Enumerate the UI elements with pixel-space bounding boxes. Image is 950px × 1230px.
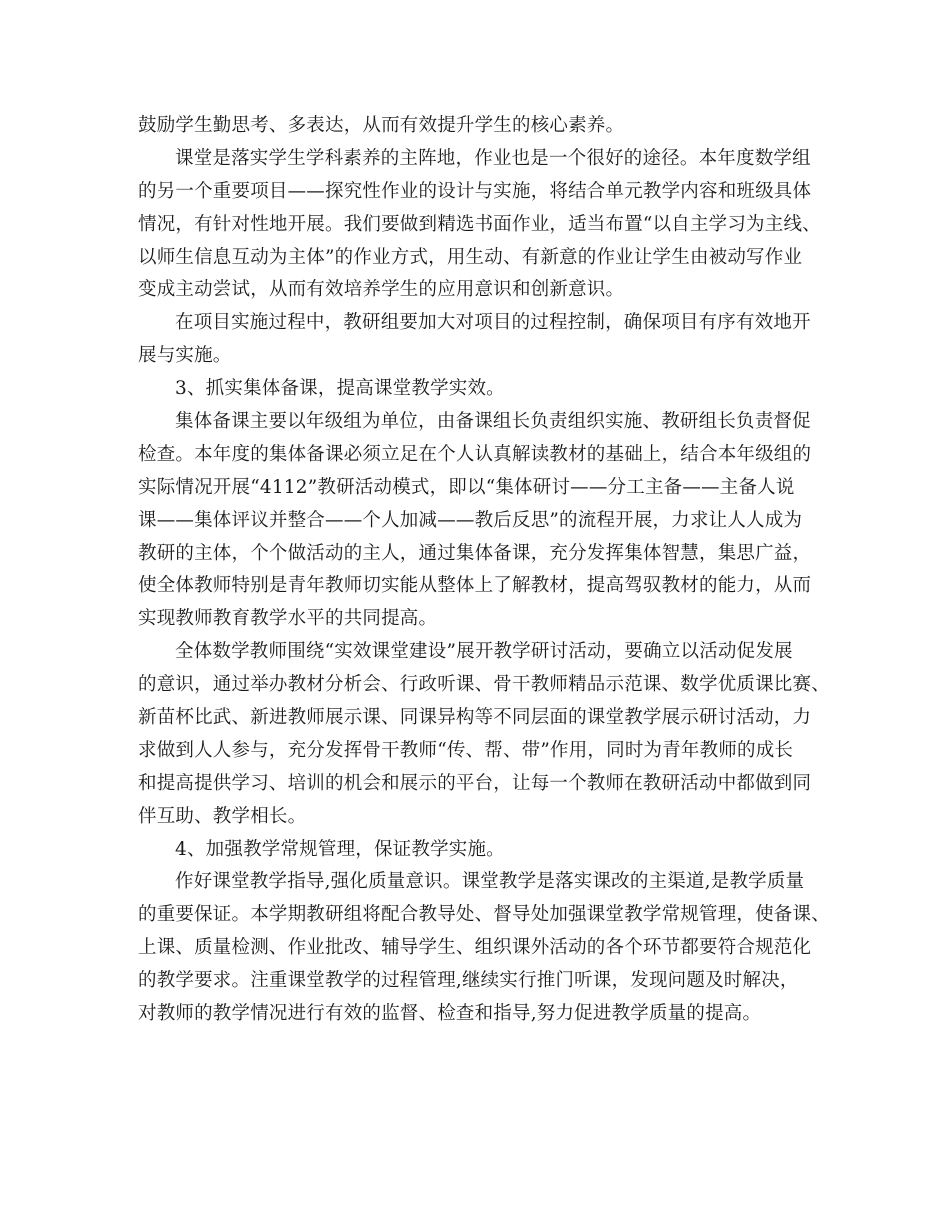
text-line: 实现教师教育教学水平的共同提高。	[138, 608, 438, 630]
text-line: 情况，有针对性地开展。我们要做到精选书面作业，适当布置“以自主学习为主线、	[138, 213, 821, 235]
document-body	[138, 110, 828, 1031]
text-line: 和提高提供学习、培训的机会和展示的平台，让每一个教师在教研活动中都做到同	[138, 772, 812, 794]
text-line: 的教学要求。注重课堂教学的过程管理,继续实行推门听课，发现问题及时解决，	[138, 970, 799, 992]
text-line: 对教师的教学情况进行有效的监督、检查和指导,努力促进教学质量的提高。	[138, 1003, 762, 1025]
text-line: 变成主动尝试，从而有效培养学生的应用意识和创新意识。	[138, 279, 625, 301]
text-line: 展与实施。	[138, 345, 232, 367]
text-line: 以师生信息互动为主体”的作业方式，用生动、有新意的作业让学生由被动写作业	[138, 246, 803, 268]
text-line: 集体备课主要以年级组为单位，由备课组长负责组织实施、教研组长负责督促	[175, 411, 811, 433]
text-line: 上课、质量检测、作业批改、辅导学生、组织课外活动的各个环节都要符合规范化	[138, 937, 812, 959]
text-line: 课堂是落实学生学科素养的主阵地，作业也是一个很好的途径。本年度数学组	[175, 147, 811, 169]
text-line: 使全体教师特别是青年教师切实能从整体上了解教材，提高驾驭教材的能力，从而	[138, 575, 812, 597]
text-line: 课——集体评议并整合——个人加减——教后反思”的流程开展，力求让人人成为	[138, 509, 803, 531]
text-line: 检查。本年度的集体备课必须立足在个人认真解读教材的基础上，结合本年级组的	[138, 443, 812, 465]
text-line: 全体数学教师围绕“实效课堂建设”展开教学研讨活动，要确立以活动促发展	[175, 641, 793, 663]
text-line: 鼓励学生勤思考、多表达，从而有效提升学生的核心素养。	[138, 115, 625, 136]
text-line: 的意识，通过举办教材分析会、行政听课、骨干教师精品示范课、数学优质课比赛、	[138, 674, 830, 696]
text-line: 伴互助、教学相长。	[138, 805, 307, 827]
text-line: 的另一个重要项目——探究性作业的设计与实施，将结合单元教学内容和班级具体	[138, 180, 812, 202]
text-line: 求做到人人参与，充分发挥骨干教师“传、帮、带”作用，同时为青年教师的成长	[138, 739, 794, 761]
text-line: 3、抓实集体备课，提高课堂教学实效。	[175, 378, 505, 400]
text-line: 新苗杯比武、新进教师展示课、同课异构等不同层面的课堂教学展示研讨活动，力	[138, 707, 812, 729]
text-line: 作好课堂教学指导,强化质量意识。课堂教学是落实课改的主渠道,是教学质量	[175, 871, 805, 893]
text-line: 的重要保证。本学期教研组将配合教导处、督导处加强课堂教学常规管理，使备课、	[138, 904, 830, 926]
text-line: 教研的主体，个个做活动的主人，通过集体备课，充分发挥集体智慧，集思广益，	[138, 542, 812, 564]
text-line: 在项目实施过程中，教研组要加大对项目的过程控制，确保项目有序有效地开	[175, 312, 811, 334]
text-line: 4、加强教学常规管理，保证教学实施。	[175, 838, 505, 860]
text-line: 实际情况开展“4112”教研活动模式，即以“集体研讨——分工主备——主备人说	[138, 476, 795, 498]
